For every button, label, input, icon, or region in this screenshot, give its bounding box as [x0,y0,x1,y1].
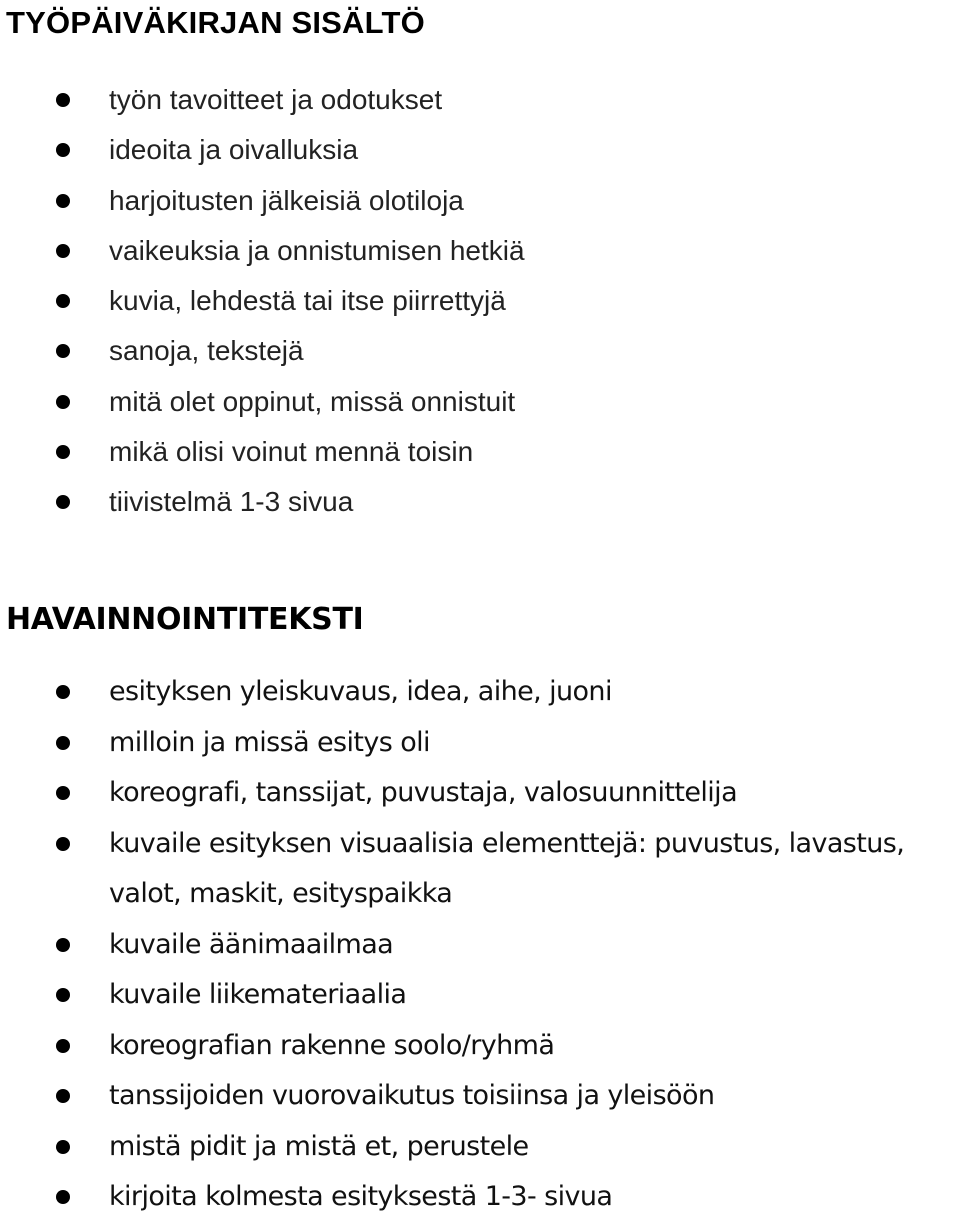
list-item-text: harjoitusten jälkeisiä olotiloja [109,184,464,216]
list-item-text: vaikeuksia ja onnistumisen hetkiä [109,234,525,266]
list-item [0,718,960,769]
bullet-icon [56,938,70,952]
list-item [0,276,960,326]
list-item-text: kuvia, lehdestä tai itse piirrettyjä [109,285,506,317]
list-item-text: esityksen yleiskuvaus, idea, aihe, juoni [109,676,612,707]
bullet-icon [56,988,70,1002]
bullet-icon [56,445,70,459]
bullet-icon [56,736,70,750]
section-title-workdiary: TYÖPÄIVÄKIRJAN SISÄLTÖ [6,5,425,40]
list-item-text: mitä olet oppinut, missä onnistuit [109,385,516,417]
list-item-text: ideoita ja oivalluksia [109,134,359,166]
bullet-icon [56,1140,70,1154]
list-item-text: kuvaile esityksen visuaalisia elementtejä: puvustus, lavastus, valot, maskit, esityspaikka [109,827,905,909]
list-item [0,1021,960,1072]
bullet-icon [56,395,70,409]
list-item-text: milloin ja missä esitys oli [109,726,430,758]
list-item [0,768,960,819]
bullet-icon [56,837,70,851]
bullet-icon [56,1190,70,1204]
list-item [0,1122,960,1173]
list-item-text: mistä pidit ja mistä et, perustele [109,1130,529,1162]
bullet-icon [56,344,70,358]
list-item-text: tanssijoiden vuorovaikutus toisiinsa ja yleisöön [109,1080,715,1111]
list-item-text: kuvaile äänimaailmaa [109,928,394,960]
list-item [0,667,960,718]
list-item [0,377,960,427]
list-item [0,970,960,1021]
list-item [0,125,960,175]
bullet-icon [56,244,70,258]
bullet-icon [56,143,70,157]
list-item-text: tiivistelmä 1-3 sivua [109,486,354,518]
list-item-text: sanoja, tekstejä [109,335,304,367]
list-item-text: mikä olisi voinut mennä toisin [109,436,474,468]
list-item [0,920,960,971]
bullet-icon [56,1089,70,1103]
list-item [0,226,960,276]
list-item-text: koreografian rakenne soolo/ryhmä [109,1029,555,1061]
list-item [0,75,960,125]
bullet-icon [56,93,70,107]
workdiary-list [0,75,960,528]
list-item-text: kirjoita kolmesta esityksestä 1-3- sivua [109,1181,613,1212]
observation-list [0,667,960,1223]
section-title-observation: HAVAINNOINTITEKSTI [6,602,364,637]
list-item-text: koreografi, tanssijat, puvustaja, valosuunnittelija [109,777,738,808]
list-item [0,427,960,477]
bullet-icon [56,1039,70,1053]
bullet-icon [56,685,70,699]
list-item [0,819,960,920]
list-item [0,176,960,226]
bullet-icon [56,786,70,800]
bullet-icon [56,194,70,208]
list-item [0,1071,960,1122]
list-item-text: kuvaile liikemateriaalia [109,979,407,1010]
list-item [0,326,960,376]
list-item [0,477,960,527]
list-item-text: työn tavoitteet ja odotukset [109,84,443,115]
bullet-icon [56,294,70,308]
bullet-icon [56,495,70,509]
